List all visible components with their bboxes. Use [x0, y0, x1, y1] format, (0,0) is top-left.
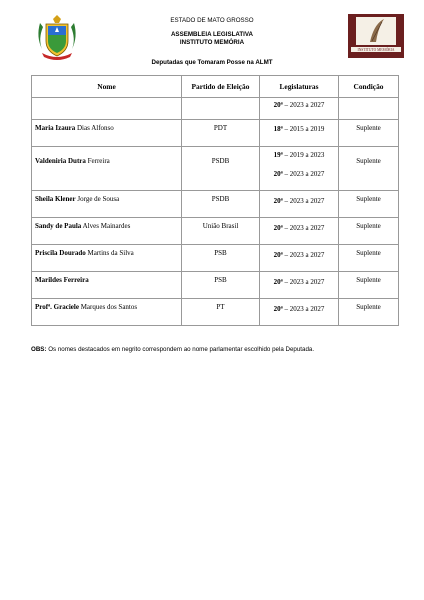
- name-cell: Marildes Ferreira: [32, 272, 182, 299]
- terms-cell: 20ª – 2023 a 2027: [260, 218, 339, 245]
- terms-cell: 20ª – 2023 a 2027: [260, 191, 339, 218]
- column-header-terms: Legislaturas: [260, 76, 339, 98]
- party-cell: PSB: [182, 272, 260, 299]
- party-cell: PT: [182, 299, 260, 326]
- name-cell: Sheila Klener Jorge de Sousa: [32, 191, 182, 218]
- obs-text: Os nomes destacados em negrito correspondem ao nome parlamentar escolhido pela Deputada.: [46, 346, 315, 353]
- party-cell: PSDB: [182, 191, 260, 218]
- table-header-row: [32, 76, 399, 98]
- name-cell: [32, 98, 182, 120]
- table-row: [32, 191, 399, 218]
- condition-cell: Suplente: [339, 299, 399, 326]
- party-cell: União Brasil: [182, 218, 260, 245]
- table-row: [32, 245, 399, 272]
- terms-cell: 18ª – 2015 a 2019: [260, 120, 339, 147]
- condition-cell: Suplente: [339, 218, 399, 245]
- party-cell: PSB: [182, 245, 260, 272]
- name-cell: Profª. Graciele Marques dos Santos: [32, 299, 182, 326]
- name-cell: Maria Izaura Dias Alfonso: [32, 120, 182, 147]
- obs-label: OBS:: [31, 346, 47, 353]
- coat-of-arms-logo: [36, 13, 78, 61]
- column-header-name: Nome: [32, 76, 182, 98]
- condition-cell: [339, 98, 399, 120]
- party-cell: PSDB: [182, 147, 260, 191]
- condition-cell: Suplente: [339, 272, 399, 299]
- instituto-memoria-logo: [348, 14, 404, 58]
- table-row: [32, 147, 399, 191]
- condition-cell: Suplente: [339, 147, 399, 191]
- terms-cell: 20ª – 2023 a 2027: [260, 272, 339, 299]
- terms-cell: 20ª – 2023 a 2027: [260, 299, 339, 326]
- condition-cell: Suplente: [339, 245, 399, 272]
- document-title: Deputadas que Tomaram Posse na ALMT: [151, 59, 273, 66]
- observation-note: [31, 346, 314, 353]
- table-row: [32, 272, 399, 299]
- header-institute: INSTITUTO MEMÓRIA: [179, 39, 245, 46]
- table-row: [32, 120, 399, 147]
- party-cell: [182, 98, 260, 120]
- table-row: [32, 299, 399, 326]
- terms-cell: 20ª – 2023 a 2027: [260, 98, 339, 120]
- institute-logo-text: INSTITUTO MEMÓRIA: [357, 48, 395, 52]
- terms-cell: 20ª – 2023 a 2027: [260, 245, 339, 272]
- table-row: [32, 218, 399, 245]
- name-cell: Valdeniria Dutra Ferreira: [32, 147, 182, 191]
- header-state: ESTADO DE MATO GROSSO: [170, 17, 254, 24]
- header-block: [110, 17, 314, 47]
- column-header-party: Partido de Eleição: [182, 76, 260, 98]
- name-cell: Sandy de Paula Alves Mainardes: [32, 218, 182, 245]
- party-cell: PDT: [182, 120, 260, 147]
- terms-cell: 19ª – 2019 a 2023 20ª – 2023 a 2027: [260, 147, 339, 191]
- table-row: [32, 98, 399, 120]
- condition-cell: Suplente: [339, 191, 399, 218]
- column-header-condition: Condição: [339, 76, 399, 98]
- name-cell: Priscila Dourado Martins da Silva: [32, 245, 182, 272]
- deputies-table: [31, 75, 399, 326]
- header-assembly: ASSEMBLEIA LEGISLATIVA: [170, 31, 254, 38]
- condition-cell: Suplente: [339, 120, 399, 147]
